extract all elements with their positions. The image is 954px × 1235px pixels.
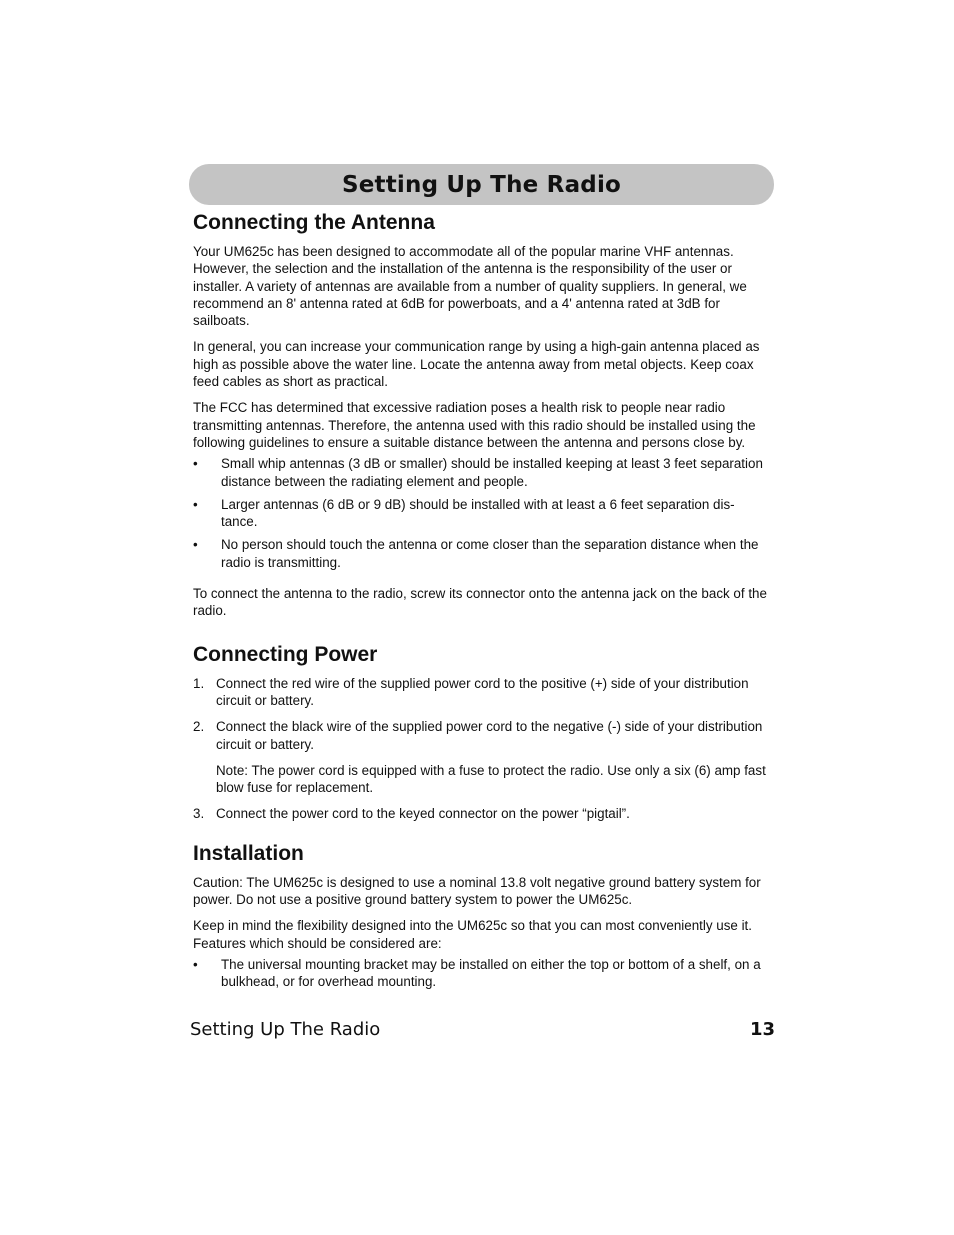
list-item [193, 956, 771, 991]
heading-connecting-power: Connecting Power [193, 642, 378, 666]
paragraph: Caution: The UM625c is designed to use a nominal 13.8 volt negative ground battery system for power. Do not use a positive ground battery system to power the UM625c. [193, 874, 761, 908]
list-item [193, 496, 771, 531]
paragraph: Keep in mind the flexibility designed into the UM625c so that you can most conveniently use it. Features which should be considered are: [193, 918, 753, 951]
list-item-text: Larger antennas (6 dB or 9 dB) should be installed with at least a 6 feet separation dis- tance. [221, 496, 735, 530]
list-item-text: The universal mounting bracket may be installed on either the top or bottom of a shelf, on a bulkhead, or for overhead mounting. [221, 956, 761, 990]
footer-title: Setting Up The Radio [190, 1019, 381, 1040]
bullet-marker: • [193, 456, 198, 472]
paragraph: To connect the antenna to the radio, screw its connector onto the antenna jack on the back of the radio. [193, 586, 767, 619]
list-item [193, 455, 771, 490]
list-item [193, 675, 771, 710]
bullet-marker: • [193, 496, 198, 512]
step-number: 2. [193, 719, 205, 735]
page-title: Setting Up The Radio [341, 171, 622, 198]
step-number: 1. [193, 675, 205, 691]
list-item [193, 536, 771, 571]
bullet-marker: • [193, 537, 198, 553]
heading-connecting-antenna: Connecting the Antenna [193, 211, 435, 234]
paragraph: In general, you can increase your communication range by using a high-gain antenna placed as high as possible above the water line. Locate the antenna away from metal objects. Keep coax feed cables as short as practical. [193, 339, 760, 390]
page-number: 13 [749, 1019, 775, 1040]
section-title-bar [189, 164, 774, 205]
paragraph: Your UM625c has been designed to accommodate all of the popular marine VHF antennas. However, the selection and the installation of the antenna is the responsibility of the user or installer. A variety of antennas are available from a number of quality suppliers. In general, we recommend an 8' antenna rated at 6dB for powerboats, and a 4' antenna rated at 3dB for sailboats. [193, 244, 747, 329]
step-number: 3. [193, 806, 205, 822]
step-text: Connect the power cord to the keyed connector on the power “pigtail”. [216, 806, 630, 822]
page-content [193, 209, 771, 997]
bullet-list [193, 956, 771, 991]
heading-installation: Installation [193, 841, 304, 865]
paragraph: The FCC has determined that excessive radiation poses a health risk to people near radio transmitting antennas. Therefore, the antenna used with this radio should be installed using the following guidelines to ensure a suitable distance between the antenna and persons close by. [193, 400, 756, 450]
list-item-text: No person should touch the antenna or come closer than the separation distance when the radio is transmitting. [221, 537, 759, 570]
bullet-list [193, 455, 771, 571]
list-item-text: Small whip antennas (3 dB or smaller) should be installed keeping at least 3 feet separation distance between the radiating element and people. [221, 456, 763, 489]
step-text: Connect the red wire of the supplied power cord to the positive (+) side of your distribution circuit or battery. [216, 675, 749, 708]
bullet-marker: • [193, 956, 198, 972]
step-text: Connect the black wire of the supplied power cord to the negative (-) side of your distribution circuit or battery. [216, 719, 763, 752]
list-item [193, 718, 771, 796]
list-item [193, 805, 771, 822]
fuse-note: Note: The power cord is equipped with a fuse to protect the radio. Use only a six (6) amp fast blow fuse for replacement. [216, 762, 766, 796]
numbered-list [193, 675, 771, 823]
page-footer [190, 1019, 775, 1045]
